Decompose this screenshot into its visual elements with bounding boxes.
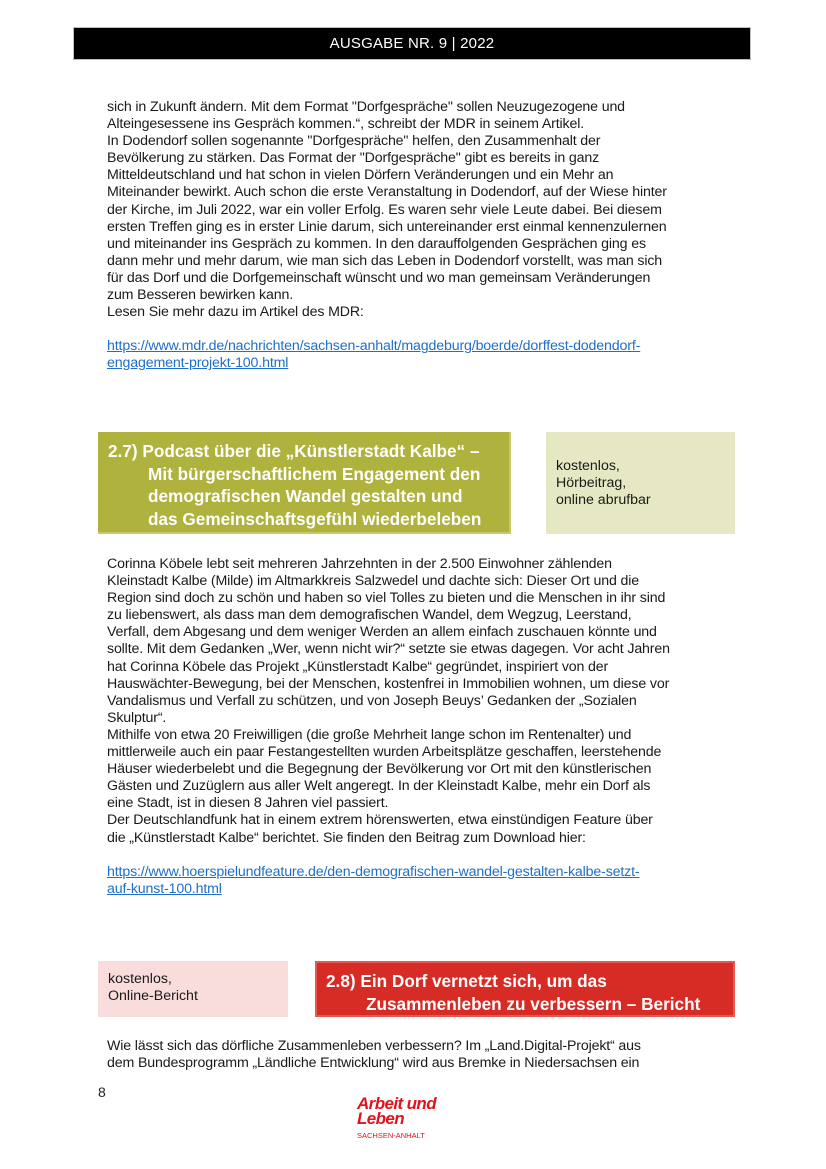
paragraph-line: Der Deutschlandfunk hat in einem extrem hörenswerten, etwa einstündigen Feature über: [107, 812, 653, 829]
section-2-8-body: [107, 1038, 727, 1072]
spacer: [107, 321, 727, 338]
paragraph-line: mittlerweile auch ein paar Festangestellten wurden Arbeitsplätze geschaffen, leerstehende: [107, 744, 662, 761]
paragraph-line: zum Besseren bewirken kann.: [107, 287, 293, 304]
paragraph-line: Miteinander bewirkt. Auch schon die erste Veranstaltung in Dodendorf, auf der Wiese hinter: [107, 184, 667, 201]
paragraph-line: die „Künstlerstadt Kalbe“ berichtet. Sie finden den Beitrag zum Download hier:: [107, 829, 586, 846]
paragraph-line: dann mehr und mehr darum, wie man sich das Leben in Dodendorf vorstellt, was man sich: [107, 252, 663, 269]
paragraph-line: Alteingesessene ins Gespräch kommen.“, schreibt der MDR in seinem Artikel.: [107, 116, 584, 133]
paragraph-line: Mithilfe von etwa 20 Freiwilligen (die große Mehrheit lange schon im Rentenalter) und: [107, 726, 632, 743]
heading-line: Zusammenleben zu verbessern – Bericht: [366, 993, 701, 1014]
paragraph-line: sich in Zukunft ändern. Mit dem Format "Dorfgespräche" sollen Neuzugezogene und: [107, 99, 625, 115]
paragraph-line: Mitteldeutschland und hat schon in vielen Dörfern Veränderungen und ein Mehr an: [107, 167, 614, 184]
arbeit-und-leben-logo: [357, 1096, 457, 1140]
paragraph-line: Lesen Sie mehr dazu im Artikel des MDR:: [107, 304, 364, 321]
paragraph-line: ersten Treffen ging es in erster Linie darum, sich untereinander erst einmal kennenzulernen: [107, 218, 667, 235]
paragraph-line: Corinna Köbele lebt seit mehreren Jahrzehnten in der 2.500 Einwohner zählenden: [107, 556, 612, 572]
paragraph-line: Vandalismus und Verfall zu schützen, und von Joseph Beuys’ Gedanken der „Sozialen: [107, 692, 637, 709]
link-line[interactable]: auf-kunst-100.html: [107, 880, 222, 897]
section-2-7-info-box: [546, 432, 735, 534]
paragraph-line: der Kirche, im Juli 2022, war ein voller Erfolg. Es waren sehr viele Leute dabei. Bei diesem: [107, 201, 662, 218]
paragraph-line: für das Dorf und die Dorfgemeinschaft wünscht und wo man gemeinsam Veränderungen: [107, 269, 651, 286]
issue-title: AUSGABE NR. 9 | 2022: [329, 35, 495, 52]
info-line: online abrufbar: [556, 492, 651, 508]
heading-line: demografischen Wandel gestalten und: [148, 486, 463, 506]
paragraph-line: In Dodendorf sollen sogenannte "Dorfgespräche" helfen, den Zusammenhalt der: [107, 133, 601, 150]
issue-header-bar: [74, 28, 750, 59]
paragraph-line: Bevölkerung zu stärken. Das Format der "Dorfgespräche" gibt es bereits in ganz: [107, 150, 600, 167]
logo-line: Leben: [357, 1109, 405, 1128]
paragraph-line: Verfall, dem Abgesang und dem weniger Werden an allem einfach zuschauen könnte und: [107, 624, 657, 641]
paragraph-line: und miteinander ins Gespräch zu kommen. In den darauffolgenden Gesprächen ging es: [107, 235, 646, 252]
paragraph-line: Skulptur“.: [107, 709, 167, 726]
spacer: [107, 847, 727, 864]
section-2-7-body: [107, 556, 727, 898]
section-2-7-heading: [98, 432, 511, 534]
logo-subtitle: SACHSEN-ANHALT: [357, 1131, 425, 1140]
link-line[interactable]: https://www.hoerspielundfeature.de/den-demografischen-wandel-gestalten-kalbe-setzt-: [107, 863, 640, 880]
mdr-article-link[interactable]: [107, 338, 640, 371]
heading-line: 2.8) Ein Dorf vernetzt sich, um das: [326, 971, 607, 991]
logo-line: Arbeit und: [357, 1094, 436, 1113]
info-line: Online-Bericht: [108, 988, 198, 1004]
deutschlandfunk-feature-link[interactable]: [107, 864, 640, 897]
info-line: kostenlos,: [556, 458, 620, 474]
paragraph-line: sollte. Mit dem Gedanken „Wer, wenn nicht wir?“ setzte sie etwas dagegen. Vor acht Jahren: [107, 641, 670, 658]
link-line[interactable]: https://www.mdr.de/nachrichten/sachsen-anhalt/magdeburg/boerde/dorffest-dodendorf-: [107, 338, 641, 355]
paragraph-line: Gästen und Zuzüglern aus aller Welt angeregt. In der Kleinstadt Kalbe, mehr ein Dorf als: [107, 778, 651, 795]
paragraph-line: dem Bundesprogramm „Ländliche Entwicklung“ wird aus Bremke in Niedersachsen ein: [107, 1055, 640, 1072]
paragraph-line: hat Corinna Köbele das Projekt „Künstlerstadt Kalbe“ gegründet, inspiriert von der: [107, 658, 609, 675]
paragraph-line: Kleinstadt Kalbe (Milde) im Altmarkkreis Salzwedel und dachte sich: Dieser Ort und die: [107, 573, 639, 590]
link-line[interactable]: engagement-projekt-100.html: [107, 355, 289, 372]
info-line: Hörbeitrag,: [556, 475, 627, 491]
section-2-8-heading: [315, 961, 735, 1017]
heading-line: Mit bürgerschaftlichem Engagement den: [148, 463, 481, 484]
paragraph-line: zu liebenswert, als dass man dem demografischen Wandel, dem Wegzug, Leerstand,: [107, 607, 632, 624]
section-2-8-info-box: [98, 961, 288, 1017]
info-line: kostenlos,: [108, 971, 172, 987]
paragraph-line: eine Stadt, ist in diesen 8 Jahren viel passiert.: [107, 795, 389, 812]
heading-line: das Gemeinschaftsgefühl wiederbeleben: [148, 508, 482, 529]
page-number: 8: [98, 1084, 106, 1100]
paragraph-line: Region sind doch zu schön und haben so viel Tolles zu bieten und die Menschen in ihr sind: [107, 590, 666, 607]
paragraph-line: Wie lässt sich das dörfliche Zusammenleben verbessern? Im „Land.Digital-Projekt“ aus: [107, 1038, 641, 1054]
heading-line: 2.7) Podcast über die „Künstlerstadt Kalbe“ –: [108, 441, 480, 461]
paragraph-line: Hauswächter-Bewegung, bei der Menschen, kostenfrei in Immobilien wohnen, um diese vor: [107, 675, 670, 692]
paragraph-line: Häuser wiederbelebt und die Begegnung der Bevölkerung vor Ort mit den künstlerischen: [107, 761, 652, 778]
continued-article-text: [107, 99, 727, 373]
